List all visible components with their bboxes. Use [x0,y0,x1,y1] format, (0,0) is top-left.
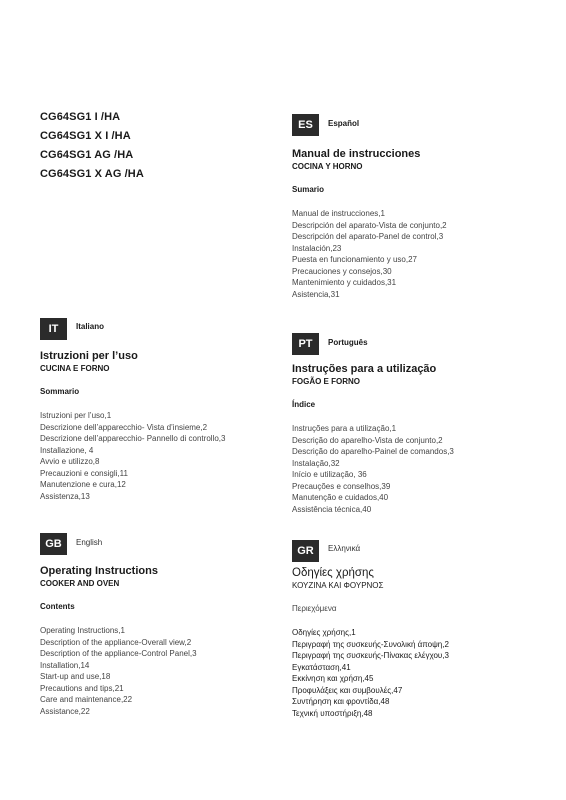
toc-item: Description of the appliance-Control Panel,3 [40,649,197,658]
language-header [292,114,532,144]
toc-item: Instalação,32 [292,458,340,468]
language-code-badge: PT [292,333,319,355]
toc-item: Descripción del aparato-Vista de conjunto,2 [292,220,447,230]
toc-heading: Índice [292,400,316,409]
language-name: Português [328,338,368,347]
toc-item: Manutenzione e cura,12 [40,480,126,489]
toc-item: Περιγραφή της συσκευής-Συνολική άποψη,2 [292,639,449,649]
manual-title: Istruzioni per l’uso [40,350,138,362]
model-name: CG64SG1 X I /HA [40,130,131,142]
language-header [292,333,532,363]
table-of-contents [40,625,280,717]
toc-item: Τεχνική υποστήριξη,48 [292,708,373,718]
language-name: Español [328,119,360,128]
toc-item: Assistência técnica,40 [292,504,372,514]
toc-heading: Contents [40,602,75,611]
toc-item: Εκκίνηση και χρήση,45 [292,674,374,683]
manual-subtitle: FOGÃO E FORNO [292,377,360,386]
table-of-contents [292,208,532,300]
manual-subtitle: COOKER AND OVEN [40,579,120,588]
toc-item: Manutenção e cuidados,40 [292,493,389,502]
toc-item: Descrizione dell’apparecchio- Pannello di controllo,3 [40,434,226,443]
toc-item: Descripción del aparato-Panel de control,3 [292,232,444,241]
toc-heading: Sumario [292,185,325,194]
toc-item: Mantenimiento y cuidados,31 [292,278,397,287]
table-of-contents [292,423,532,515]
language-header [40,318,280,348]
toc-item: Puesta en funcionamiento y uso,27 [292,255,417,264]
table-of-contents [292,627,532,719]
toc-item: Avvio e utilizzo,8 [40,457,100,466]
toc-item: Asistencia,31 [292,289,340,299]
manual-title: Instruções para a utilização [292,363,437,375]
language-name: Ελληνικά [328,544,361,553]
manual-subtitle: COCINA Y HORNO [292,162,363,171]
toc-item: Descrição do aparelho-Painel de comandos,3 [292,447,454,456]
toc-item: Συντήρηση και φροντίδα,48 [292,697,390,706]
toc-item: Assistance,22 [40,706,90,716]
toc-item: Operating Instructions,1 [40,626,125,635]
toc-item: Manual de instrucciones,1 [292,209,385,218]
toc-item: Περιγραφή της συσκευής-Πίνακας ελέγχου,3 [292,651,449,660]
language-name: English [76,538,103,547]
toc-item: Precautions and tips,21 [40,683,124,693]
language-header [292,540,532,570]
toc-item: Description of the appliance-Overall view,2 [40,637,192,647]
toc-item: Assistenza,13 [40,491,90,501]
model-list [40,108,144,184]
language-code-badge: ES [292,114,319,136]
manual-subtitle: CUCINA E FORNO [40,364,110,373]
language-code-badge: IT [40,318,67,340]
section-gr [292,540,532,719]
toc-item: Início e utilização, 36 [292,470,367,479]
table-of-contents [40,410,280,502]
language-header [40,533,280,563]
toc-item: Εγκατάσταση,41 [292,662,351,672]
toc-item: Precauzioni e consigli,11 [40,468,128,478]
model-name: CG64SG1 AG /HA [40,149,134,161]
toc-item: Instruções para a utilização,1 [292,424,397,433]
language-name: Italiano [76,322,105,331]
toc-heading: Sommario [40,387,80,396]
model-name: CG64SG1 I /HA [40,111,121,123]
toc-item: Istruzioni per l’uso,1 [40,411,112,420]
toc-item: Descrizione dell’apparecchio- Vista d’insieme,2 [40,422,208,432]
toc-item: Οδηγίες χρήσης,1 [292,628,356,637]
section-it [40,318,280,502]
section-pt [292,333,532,515]
toc-item: Installazione, 4 [40,445,94,455]
manual-subtitle: ΚΟΥΖΙΝΑ ΚΑΙ ΦΟΥΡΝΟΣ [292,581,384,590]
section-es [292,114,532,300]
model-name: CG64SG1 X AG /HA [40,168,144,180]
manual-title: Operating Instructions [40,565,158,577]
toc-heading: Περιεχόμενα [292,604,337,613]
section-gb [40,533,280,717]
toc-item: Start-up and use,18 [40,672,111,681]
language-code-badge: GR [292,540,319,562]
toc-item: Precauções e conselhos,39 [292,481,391,491]
toc-item: Installation,14 [40,660,90,670]
manual-title: Οδηγίες χρήσης [292,567,374,579]
toc-item: Προφυλάξεις και συμβουλές,47 [292,685,403,695]
toc-item: Instalación,23 [292,243,342,253]
manual-title: Manual de instrucciones [292,148,421,160]
toc-item: Descrição do aparelho-Vista de conjunto,2 [292,435,443,445]
language-code-badge: GB [40,533,67,555]
toc-item: Precauciones y consejos,30 [292,266,392,276]
toc-item: Care and maintenance,22 [40,695,133,704]
